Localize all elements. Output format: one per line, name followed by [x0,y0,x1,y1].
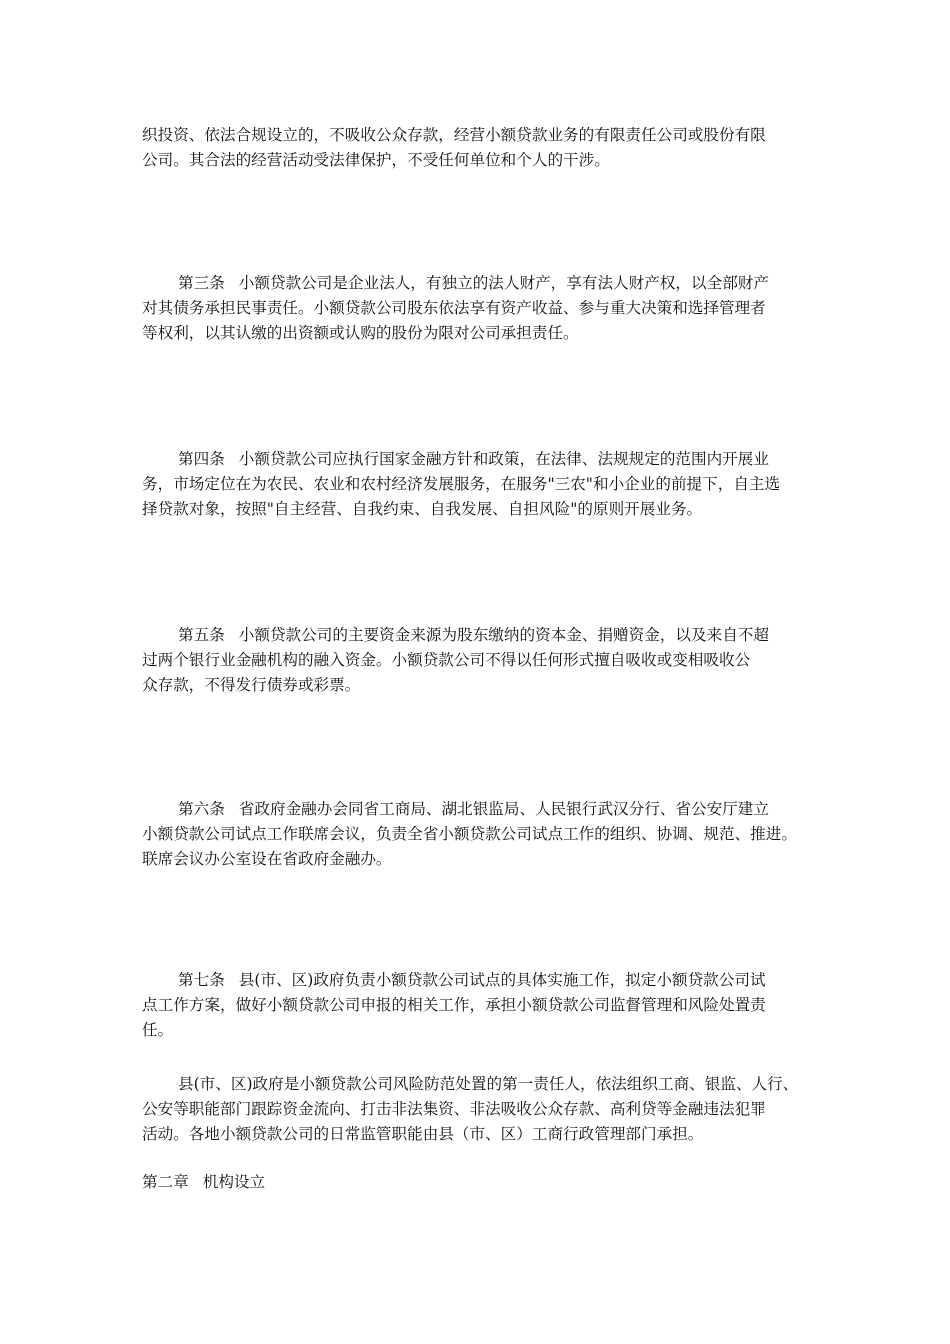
article-6 [142,797,818,872]
article-7-paragraph-2 [142,1072,818,1147]
article-number: 第七条 [178,971,225,989]
text-line: 小额贷款公司试点工作联席会议，负责全省小额贷款公司试点工作的组织、协调、规范、推进。 [142,825,797,843]
text-line: 公司。其合法的经营活动受法律保护，不受任何单位和个人的干涉。 [142,151,610,169]
article-number: 第三条 [178,274,225,292]
text-line: 织投资、依法合规设立的，不吸收公众存款，经营小额贷款业务的有限责任公司或股份有限 [142,126,766,144]
text-line: 小额贷款公司是企业法人，有独立的法人财产，享有法人财产权，以全部财产 [238,274,769,292]
text-line: 小额贷款公司应执行国家金融方针和政策，在法律、法规规定的范围内开展业 [238,450,769,468]
article-4 [142,447,818,522]
text-line: 等权利，以其认缴的出资额或认购的股份为限对公司承担责任。 [142,324,579,342]
article-3 [142,271,818,346]
paragraph-continuation [142,123,818,173]
text-line: 省政府金融办会同省工商局、湖北银监局、人民银行武汉分行、省公安厅建立 [238,800,769,818]
article-5 [142,623,818,698]
text-line: 过两个银行业金融机构的融入资金。小额贷款公司不得以任何形式擅自吸收或变相吸收公 [142,651,751,669]
article-number: 第四条 [178,450,225,468]
article-number: 第五条 [178,626,225,644]
text-line: 活动。各地小额贷款公司的日常监管职能由县（市、区）工商行政管理部门承担。 [142,1125,704,1143]
article-number: 第六条 [178,800,225,818]
text-line: 公安等职能部门跟踪资金流向、打击非法集资、非法吸收公众存款、高利贷等金融违法犯罪 [142,1100,766,1118]
article-7 [142,968,818,1043]
text-line: 点工作方案，做好小额贷款公司申报的相关工作，承担小额贷款公司监督管理和风险处置责 [142,996,766,1014]
text-line: 小额贷款公司的主要资金来源为股东缴纳的资本金、捐赠资金，以及来自不超 [238,626,769,644]
text-line: 县(市、区)政府负责小额贷款公司试点的具体实施工作，拟定小额贷款公司试 [238,971,766,989]
text-line: 县(市、区)政府是小额贷款公司风险防范处置的第一责任人，依法组织工商、银监、人行、 [178,1075,799,1093]
text-line: 联席会议办公室设在省政府金融办。 [142,850,392,868]
text-line: 务，市场定位在为农民、农业和农村经济发展服务，在服务"三农"和小企业的前提下，自主选 [142,475,781,493]
chapter-heading [142,1170,818,1195]
text-line: 择贷款对象，按照"自主经营、自我约束、自我发展、自担风险"的原则开展业务。 [142,500,703,518]
text-line: 对其债务承担民事责任。小额贷款公司股东依法享有资产收益、参与重大决策和选择管理者 [142,299,766,317]
chapter-number: 第二章 [142,1173,189,1191]
text-line: 众存款，不得发行债券或彩票。 [142,676,361,694]
chapter-title: 机构设立 [202,1173,266,1191]
text-line: 任。 [142,1021,174,1039]
